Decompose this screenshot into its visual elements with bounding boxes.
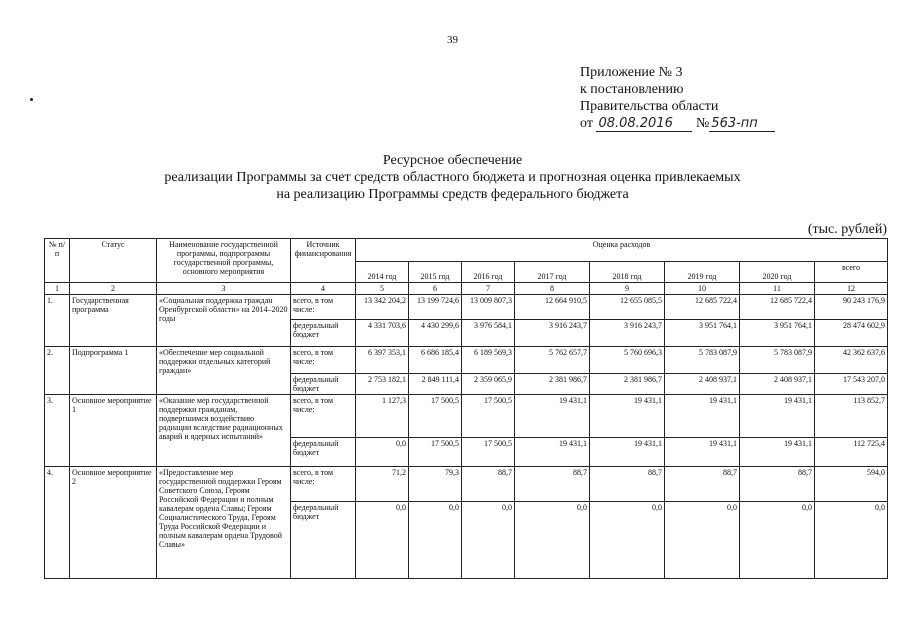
row-name: «Оказание мер государственной поддержки гражданам, подвергшимся воздействию радиации вследствие радиационных аварий и ядерных испытаний» <box>157 395 291 467</box>
header-row <box>45 239 888 262</box>
column-number: 6 <box>409 283 462 295</box>
header-year: 2018 год <box>590 262 665 283</box>
row-value: 90 243 176,9 <box>815 295 888 320</box>
appendix-line-4 <box>580 115 775 132</box>
row-value: 3 951 764,1 <box>740 320 815 347</box>
row-source: федеральный бюджет <box>291 374 356 395</box>
column-number: 8 <box>515 283 590 295</box>
header-year: 2014 год <box>356 262 409 283</box>
row-value: 0,0 <box>462 502 515 579</box>
from-label: от <box>580 116 593 131</box>
column-number: 10 <box>665 283 740 295</box>
row-source: федеральный бюджет <box>291 438 356 467</box>
row-value: 0,0 <box>356 502 409 579</box>
table-row <box>45 347 888 374</box>
row-value: 0,0 <box>815 502 888 579</box>
row-name: «Предоставление мер государственной поддержки Героям Советского Союза, Героям Российской Федерации и полным кавалерам ордена Славы; Героям Социалистического Труда, Героям Труда Российской Федерации и полным кавалерам ордена Трудовой Славы» <box>157 467 291 579</box>
row-value: 17 500,5 <box>409 438 462 467</box>
row-value: 594,0 <box>815 467 888 502</box>
row-status: Подпрограмма 1 <box>70 347 157 395</box>
row-value: 3 916 243,7 <box>515 320 590 347</box>
row-value: 13 199 724,6 <box>409 295 462 320</box>
appendix-line-2: к постановлению <box>580 82 684 97</box>
row-source: всего, в том числе: <box>291 347 356 374</box>
header-year: 2017 год <box>515 262 590 283</box>
column-number: 11 <box>740 283 815 295</box>
row-value: 2 359 065,9 <box>462 374 515 395</box>
header-name: Наименование государственной программы, подпрограммы государственной программы, основного мероприятия <box>157 239 291 283</box>
row-value: 0,0 <box>740 502 815 579</box>
row-source: всего, в том числе: <box>291 295 356 320</box>
row-value: 112 725,4 <box>815 438 888 467</box>
table-row <box>45 395 888 438</box>
row-value: 71,2 <box>356 467 409 502</box>
header-year: 2020 год <box>740 262 815 283</box>
row-name: «Обеспечение мер социальной поддержки отдельных категорий граждан» <box>157 347 291 395</box>
appendix-block <box>580 64 775 132</box>
column-number: 3 <box>157 283 291 295</box>
header-num: № п/п <box>45 239 70 283</box>
row-status: Основное мероприятие 2 <box>70 467 157 579</box>
column-number: 1 <box>45 283 70 295</box>
row-value: 5 783 087,9 <box>665 347 740 374</box>
row-value: 1 127,3 <box>356 395 409 438</box>
row-value: 5 783 087,9 <box>740 347 815 374</box>
column-number: 2 <box>70 283 157 295</box>
row-value: 88,7 <box>665 467 740 502</box>
table-row <box>45 467 888 502</box>
row-value: 6 686 185,4 <box>409 347 462 374</box>
row-value: 2 381 986,7 <box>590 374 665 395</box>
row-value: 0,0 <box>409 502 462 579</box>
row-value: 0,0 <box>665 502 740 579</box>
row-value: 0,0 <box>590 502 665 579</box>
row-value: 6 397 353,1 <box>356 347 409 374</box>
row-value: 88,7 <box>740 467 815 502</box>
row-value: 17 500,5 <box>462 438 515 467</box>
row-value: 2 753 182,1 <box>356 374 409 395</box>
handwritten-number: 563-пп <box>709 117 775 132</box>
row-value: 6 189 569,3 <box>462 347 515 374</box>
header-year: 2019 год <box>665 262 740 283</box>
row-value: 88,7 <box>515 467 590 502</box>
header-estimate: Оценка расходов <box>356 239 888 262</box>
column-number: 4 <box>291 283 356 295</box>
scan-mark <box>30 98 33 101</box>
row-value: 12 664 910,5 <box>515 295 590 320</box>
appendix-line-1: Приложение № 3 <box>580 65 683 80</box>
row-value: 13 342 204,2 <box>356 295 409 320</box>
row-value: 2 408 937,1 <box>665 374 740 395</box>
row-value: 19 431,1 <box>665 395 740 438</box>
row-number: 3. <box>45 395 70 467</box>
row-status: Государственная программа <box>70 295 157 347</box>
row-value: 13 009 807,3 <box>462 295 515 320</box>
row-value: 2 849 111,4 <box>409 374 462 395</box>
row-name: «Социальная поддержка граждан Оренбургской области» на 2014–2020 годы <box>157 295 291 347</box>
row-value: 19 431,1 <box>665 438 740 467</box>
header-source: Источник финансирования <box>291 239 356 283</box>
row-value: 19 431,1 <box>515 438 590 467</box>
row-number: 4. <box>45 467 70 579</box>
row-value: 5 762 657,7 <box>515 347 590 374</box>
row-value: 3 951 764,1 <box>665 320 740 347</box>
row-value: 88,7 <box>462 467 515 502</box>
row-value: 2 381 986,7 <box>515 374 590 395</box>
row-value: 17 500,5 <box>409 395 462 438</box>
row-value: 113 852,7 <box>815 395 888 438</box>
header-year: 2016 год <box>462 262 515 283</box>
row-source: федеральный бюджет <box>291 320 356 347</box>
column-number: 5 <box>356 283 409 295</box>
row-value: 17 500,5 <box>462 395 515 438</box>
row-value: 79,3 <box>409 467 462 502</box>
row-value: 3 976 584,1 <box>462 320 515 347</box>
table-row <box>45 295 888 320</box>
resource-table <box>44 238 888 579</box>
row-number: 2. <box>45 347 70 395</box>
column-number: 9 <box>590 283 665 295</box>
row-value: 19 431,1 <box>740 438 815 467</box>
header-status: Статус <box>70 239 157 283</box>
row-value: 5 760 696,3 <box>590 347 665 374</box>
row-value: 12 655 085,5 <box>590 295 665 320</box>
handwritten-date: 08.08.2016 <box>596 117 692 132</box>
title-line-1: Ресурсное обеспечение <box>382 153 523 168</box>
document-title <box>0 152 905 203</box>
row-value: 42 362 637,6 <box>815 347 888 374</box>
row-value: 28 474 602,9 <box>815 320 888 347</box>
row-number: 1. <box>45 295 70 347</box>
table-body <box>45 239 888 579</box>
row-status: Основное мероприятие 1 <box>70 395 157 467</box>
row-value: 19 431,1 <box>740 395 815 438</box>
row-source: всего, в том числе: <box>291 467 356 502</box>
row-value: 2 408 937,1 <box>740 374 815 395</box>
column-number-row <box>45 283 888 295</box>
row-value: 19 431,1 <box>590 438 665 467</box>
column-number: 7 <box>462 283 515 295</box>
row-value: 4 430 299,6 <box>409 320 462 347</box>
row-value: 12 685 722,4 <box>665 295 740 320</box>
row-value: 0,0 <box>356 438 409 467</box>
row-value: 19 431,1 <box>590 395 665 438</box>
row-value: 4 331 703,6 <box>356 320 409 347</box>
row-source: всего, в том числе: <box>291 395 356 438</box>
number-label: № <box>695 116 710 131</box>
page-number: 39 <box>447 34 458 46</box>
row-value: 19 431,1 <box>515 395 590 438</box>
row-value: 3 916 243,7 <box>590 320 665 347</box>
header-year: 2015 год <box>409 262 462 283</box>
row-value: 88,7 <box>590 467 665 502</box>
title-line-3: на реализацию Программы средств федерального бюджета <box>276 187 629 202</box>
row-source: федеральный бюджет <box>291 502 356 579</box>
title-line-2: реализации Программы за счет средств областного бюджета и прогнозная оценка привлекаемых <box>164 170 741 185</box>
column-number: 12 <box>815 283 888 295</box>
units-label: (тыс. рублей) <box>807 222 887 237</box>
row-value: 12 685 722,4 <box>740 295 815 320</box>
appendix-line-3: Правительства области <box>580 99 719 114</box>
header-total: всего <box>815 262 888 283</box>
row-value: 17 543 207,0 <box>815 374 888 395</box>
row-value: 0,0 <box>515 502 590 579</box>
